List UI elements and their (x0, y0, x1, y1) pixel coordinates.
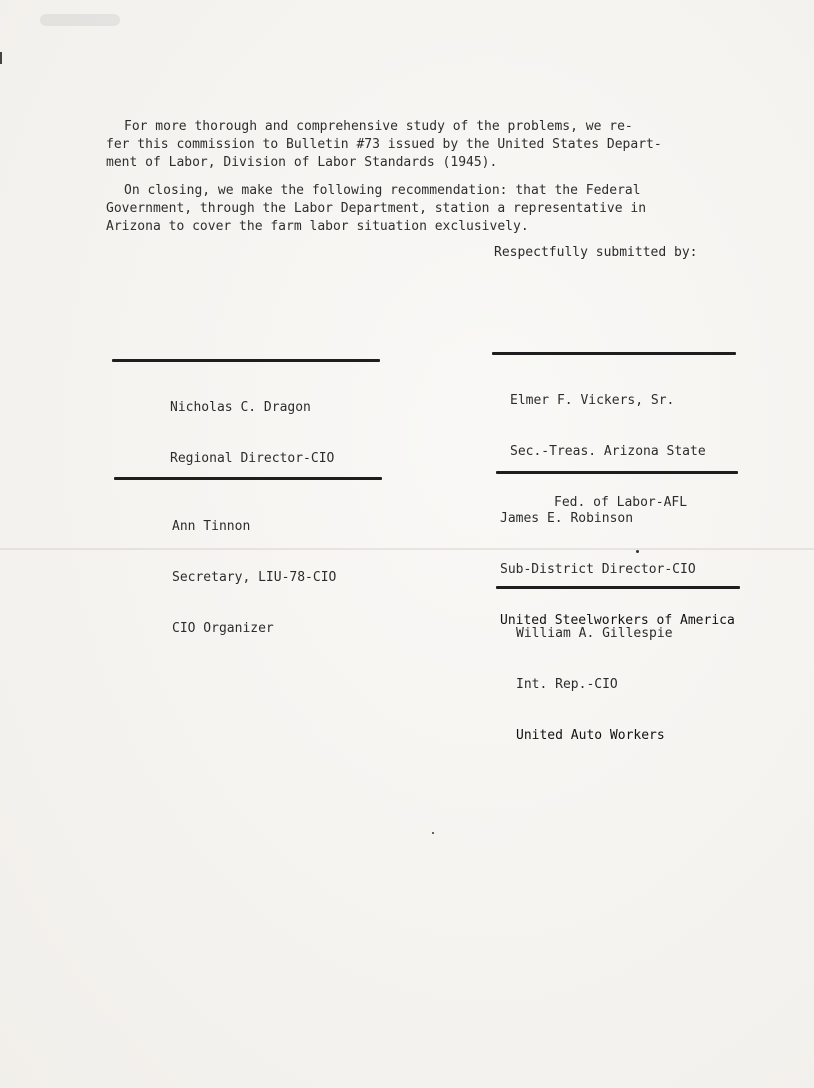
signatory-name: James E. Robinson (500, 511, 634, 526)
ink-dot (432, 832, 434, 834)
signature-block-tinnon (114, 477, 382, 671)
paragraph-bulletin-reference (106, 118, 766, 172)
paragraph-recommendation (106, 182, 766, 236)
signatory-organization: United Auto Workers (516, 728, 665, 743)
signatory-title: Secretary, LIU-78-CIO (172, 570, 337, 585)
signatory-title: Int. Rep.-CIO (516, 677, 618, 692)
signature-line (114, 477, 382, 480)
signatory-title: CIO Organizer (172, 621, 274, 636)
signatory-name: Ann Tinnon (172, 519, 251, 534)
corner-smudge (40, 14, 120, 26)
paragraph-line: Government, through the Labor Department, station a representative in (106, 201, 647, 216)
paragraph-line: Arizona to cover the farm labor situation exclusively. (106, 219, 529, 234)
signatory-organization: United Steelworkers of America (500, 613, 735, 628)
signatory-name: Elmer F. Vickers, Sr. (510, 393, 675, 408)
signatory-name: Nicholas C. Dragon (170, 400, 311, 415)
signatory-title: Sec.-Treas. Arizona State (510, 444, 706, 459)
paragraph-line: For more thorough and comprehensive study of the problems, we re- (124, 119, 633, 134)
signatory-name: William A. Gillespie (516, 626, 673, 641)
closing-statement: Respectfully submitted by: (494, 245, 698, 260)
edge-mark (0, 52, 2, 64)
paragraph-line: fer this commission to Bulletin #73 issued by the United States Depart- (106, 137, 662, 152)
paragraph-line: ment of Labor, Division of Labor Standards (1945). (106, 155, 498, 170)
signature-line (492, 352, 736, 355)
ink-dot (636, 550, 639, 553)
paragraph-line: On closing, we make the following recommendation: that the Federal (124, 183, 641, 198)
signatory-title: Sub-District Director-CIO (500, 562, 696, 577)
signatory-organization: Fed. of Labor-AFL (554, 495, 688, 510)
signature-line (112, 359, 380, 362)
signature-line (496, 471, 738, 474)
signature-block-gillespie (496, 586, 740, 778)
signatory-title: Regional Director-CIO (170, 451, 335, 466)
signature-line (496, 586, 740, 589)
